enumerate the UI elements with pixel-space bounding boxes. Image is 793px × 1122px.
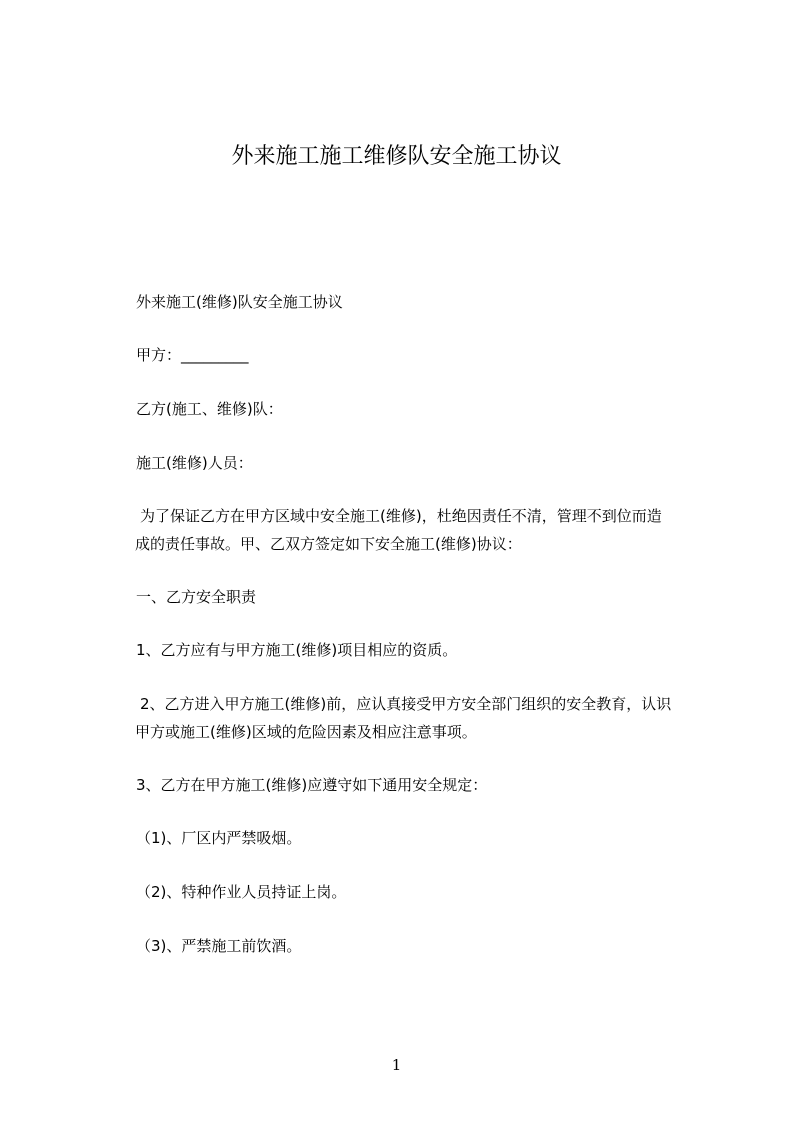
party-a-line: 甲方：_________ <box>136 346 249 364</box>
item-3: 3、乙方在甲方施工(维修)应遵守如下通用安全规定： <box>136 776 488 794</box>
rule-1: （1)、厂区内严禁吸烟。 <box>136 829 302 847</box>
personnel-line: 施工(维修)人员： <box>136 454 253 472</box>
document-title: 外来施工施工维修队安全施工协议 <box>231 144 562 169</box>
intro-line-1: 为了保证乙方在甲方区域中安全施工(维修)，杜绝因责任不清，管理不到位而造 <box>140 507 662 525</box>
rule-3: （3)、严禁施工前饮酒。 <box>136 937 302 955</box>
page-number: 1 <box>391 1056 402 1074</box>
item-1: 1、乙方应有与甲方施工(维修)项目相应的资质。 <box>136 641 458 659</box>
intro-paragraph <box>136 502 662 558</box>
party-b-line: 乙方(施工、维修)队： <box>136 400 283 418</box>
rule-2: （2)、特种作业人员持证上岗。 <box>136 883 347 901</box>
intro-line-2: 成的责任事故。甲、乙双方签定如下安全施工(维修)协议： <box>135 535 522 553</box>
document-subtitle: 外来施工(维修)队安全施工协议 <box>136 293 343 311</box>
item-2-line-2: 甲方或施工(维修)区域的危险因素及相应注意事项。 <box>135 723 477 741</box>
item-2-paragraph <box>136 690 671 746</box>
section-1-heading: 一、乙方安全职责 <box>136 588 257 606</box>
item-2-line-1: 2、乙方进入甲方施工(维修)前，应认真接受甲方安全部门组织的安全教育，认识 <box>140 695 672 713</box>
